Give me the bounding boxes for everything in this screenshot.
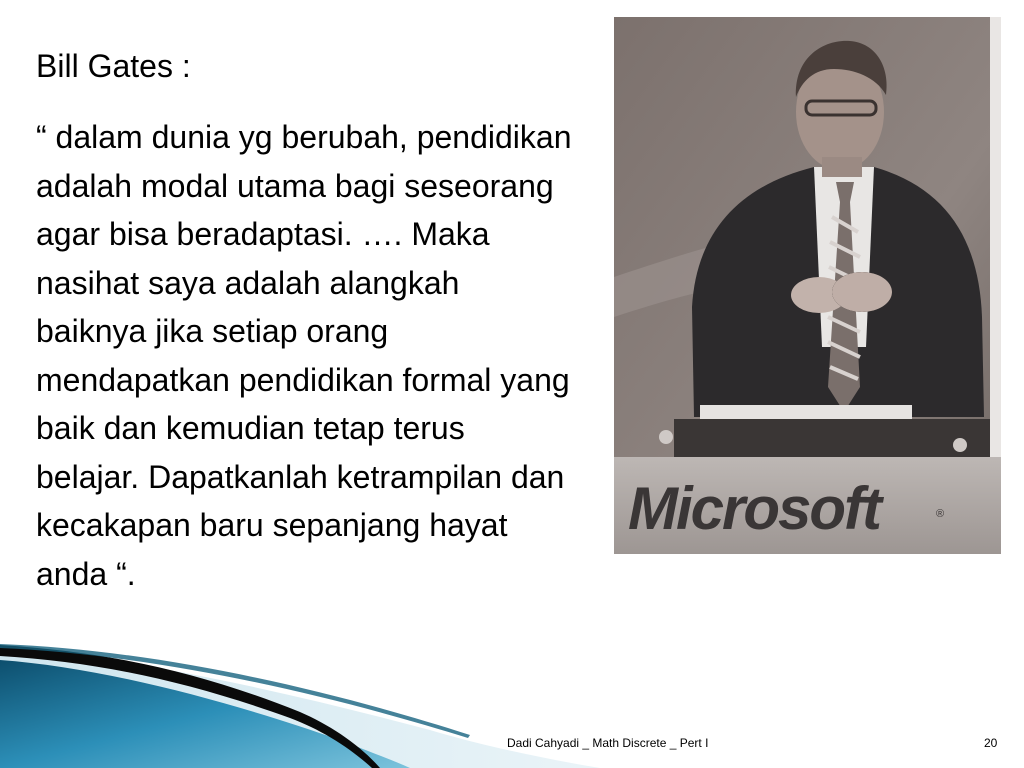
podium-top — [700, 405, 912, 419]
slide-title: Bill Gates : — [36, 48, 191, 84]
podium-knob-right — [953, 438, 967, 452]
podium-ledge — [674, 419, 990, 459]
podium-logo: Microsoft — [628, 475, 880, 542]
quote-text: “ dalam dunia yg berubah, pendidikan adalah modal utama bagi seseorang agar bisa beradaptasi. …. Maka nasihat saya adalah alangkah baiknya jika setiap orang mendapatkan pendidikan formal yang baik dan kemudian tetap terus belajar. Dapatkanlah ketrampilan dan kecakapan baru sepanjang hayat anda “. — [36, 119, 572, 592]
footer-text: Dadi Cahyadi _ Math Discrete _ Pert I — [507, 736, 709, 750]
right-hand-fill — [832, 272, 892, 312]
speaker-photo — [614, 17, 1001, 554]
podium-knob-left — [659, 430, 673, 444]
podium-registered-mark: ® — [936, 508, 945, 520]
neck — [822, 157, 862, 177]
page-number: 20 — [984, 736, 998, 750]
